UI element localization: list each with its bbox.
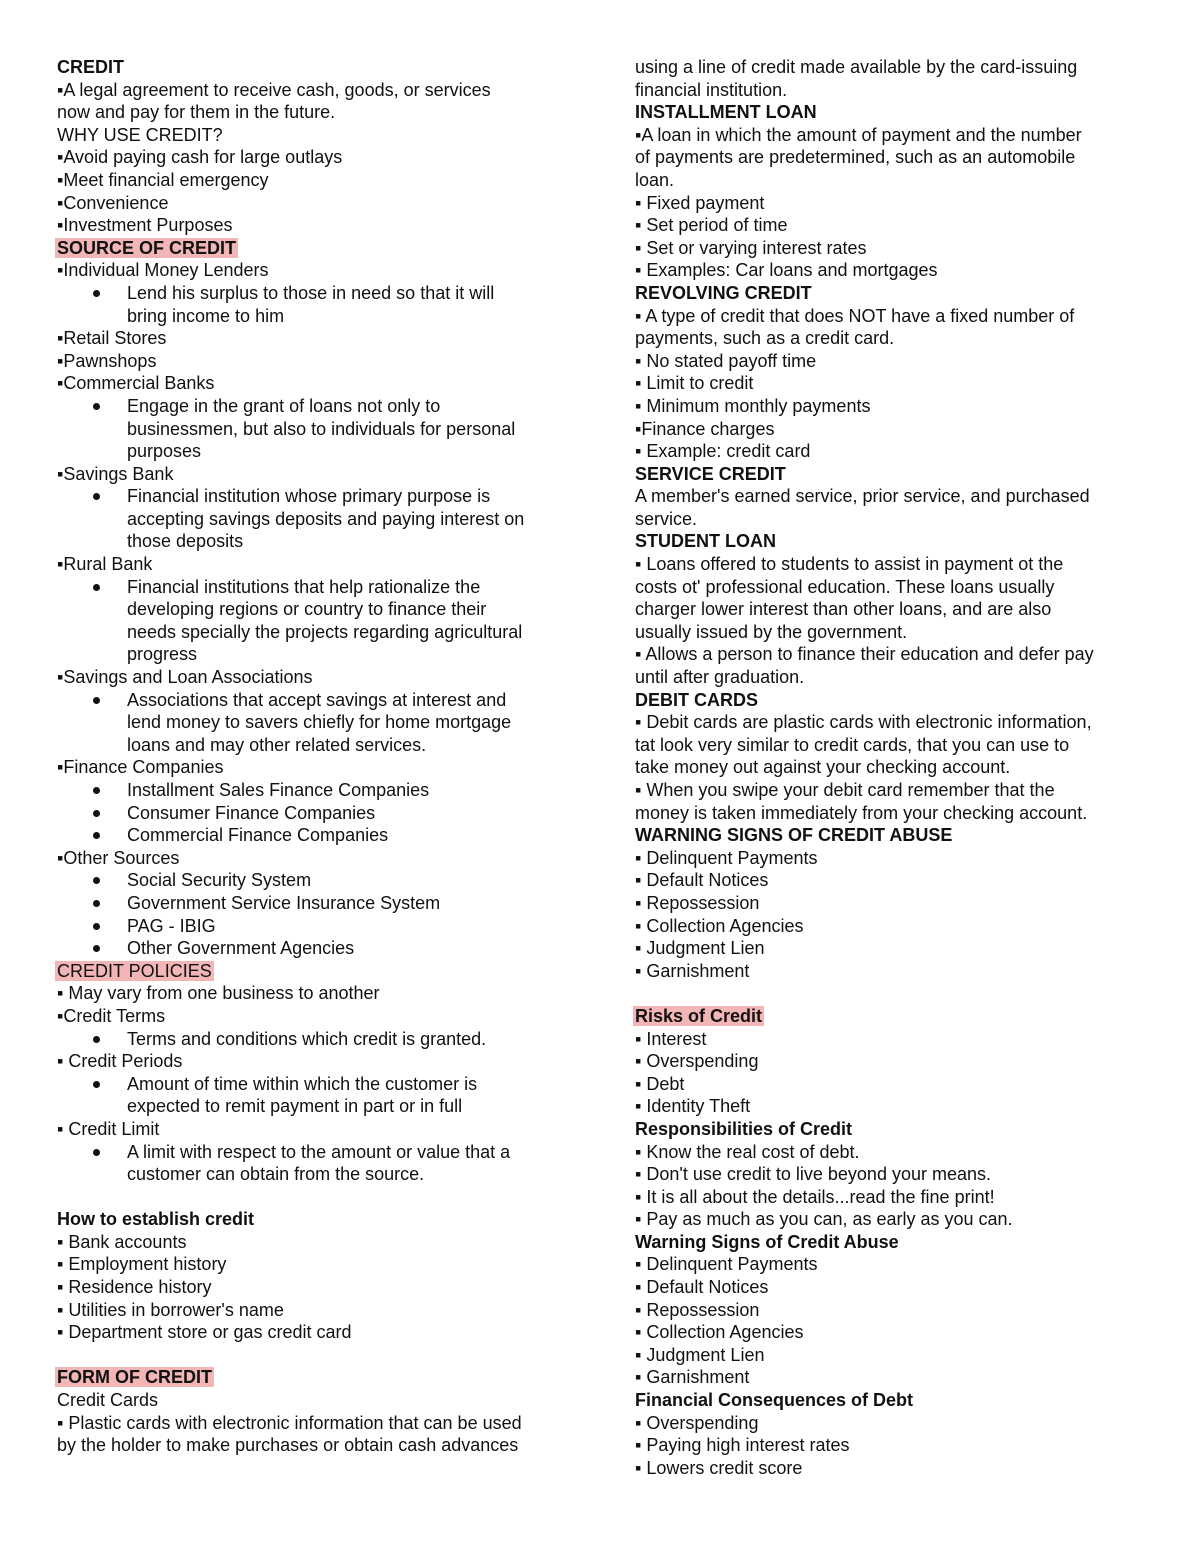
bullet-text: Commercial Finance Companies (127, 825, 389, 846)
section-heading (635, 282, 1155, 305)
text-line: ▪ Collection Agencies (635, 915, 804, 936)
section-heading (635, 1005, 1155, 1028)
bullet-text: Engage in the grant of loans not only to (127, 395, 441, 416)
section-heading (635, 530, 1155, 553)
bullet-text: purposes (127, 441, 202, 462)
section-heading (57, 960, 579, 983)
text-line: financial institution. (635, 79, 788, 100)
text-line: ▪Finance Companies (57, 757, 224, 778)
section-heading (635, 1389, 1155, 1412)
text-line: ▪ Overspending (635, 1051, 759, 1072)
bullet-icon (93, 584, 100, 591)
bullet-icon (93, 493, 100, 500)
text-line: ▪Other Sources (57, 847, 180, 868)
text-line: money is taken immediately from your checking account. (635, 802, 1088, 823)
blank-line (57, 1344, 579, 1367)
heading-credit: CREDIT (57, 57, 124, 77)
text-line: ▪ Residence history (57, 1277, 212, 1298)
bullet-icon (93, 697, 100, 704)
bullet-text: Terms and conditions which credit is granted. (127, 1028, 487, 1049)
heading-revolving-credit: REVOLVING CREDIT (635, 282, 812, 303)
bullet-icon (93, 403, 100, 410)
text-line: ▪ It is all about the details...read the fine print! (635, 1186, 995, 1207)
text-line: by the holder to make purchases or obtain cash advances (57, 1435, 519, 1456)
text-line: ▪ When you swipe your debit card remember that the (635, 780, 1055, 800)
text-line: ▪Savings and Loan Associations (57, 667, 313, 688)
bullet-item (57, 485, 579, 508)
bullet-text: Government Service Insurance System (127, 892, 441, 913)
bullet-continuation (57, 643, 579, 666)
text-line: ▪Rural Bank (57, 554, 153, 575)
text-line: ▪ Identity Theft (635, 1096, 751, 1117)
bullet-continuation (57, 418, 579, 441)
bullet-text: Financial institution whose primary purpose is (127, 486, 491, 507)
heading-warning-signs-of-credit-abuse: Warning Signs of Credit Abuse (635, 1231, 899, 1252)
text-line: ▪ Credit Periods (57, 1051, 183, 1072)
heading-form-of-credit: FORM OF CREDIT (57, 1367, 212, 1388)
section-heading (57, 1366, 579, 1389)
bullet-text: Other Government Agencies (127, 938, 355, 959)
heading-financial-consequences-of-debt: Financial Consequences of Debt (635, 1390, 914, 1411)
bullet-icon (93, 945, 100, 952)
bullet-icon (93, 923, 100, 930)
text-line: ▪ Fixed payment (635, 192, 765, 213)
right-column (635, 56, 1155, 1479)
bullet-text: Installment Sales Finance Companies (127, 780, 430, 800)
bullet-text: bring income to him (127, 305, 285, 326)
bullet-icon (93, 787, 100, 794)
bullet-item (57, 915, 579, 938)
section-heading (635, 824, 1155, 847)
text-line: ▪ Repossession (635, 892, 760, 913)
text-line: ▪Commercial Banks (57, 373, 215, 394)
text-line: ▪ Examples: Car loans and mortgages (635, 260, 938, 281)
bullet-icon (93, 810, 100, 817)
bullet-text: developing regions or country to finance their (127, 599, 487, 620)
bullet-icon (93, 877, 100, 884)
bullet-text: Financial institutions that help rationalize the (127, 576, 481, 597)
heading-debit-cards: DEBIT CARDS (635, 689, 759, 710)
heading-source-of-credit: SOURCE OF CREDIT (57, 237, 237, 258)
bullet-continuation (57, 621, 579, 644)
bullet-text: accepting savings deposits and paying interest on (127, 508, 525, 529)
text-line: ▪ Delinquent Payments (635, 847, 818, 868)
text-line: of payments are predetermined, such as an automobile (635, 147, 1076, 168)
section-heading (635, 463, 1155, 486)
section-heading (57, 237, 579, 260)
text-line: ▪ Judgment Lien (635, 938, 765, 959)
text-line: ▪ Garnishment (635, 1367, 750, 1388)
text-line: ▪ Set or varying interest rates (635, 237, 867, 258)
bullet-item (57, 1141, 579, 1164)
text-line: ▪ Bank accounts (57, 1231, 187, 1252)
bullet-text: customer can obtain from the source. (127, 1164, 425, 1185)
text-line: ▪ Credit Limit (57, 1118, 160, 1139)
text-line: ▪ Pay as much as you can, as early as you can. (635, 1209, 1013, 1230)
text-line: ▪ Limit to credit (635, 373, 754, 394)
text-line: ▪ Delinquent Payments (635, 1254, 818, 1275)
bullet-text: businessmen, but also to individuals for personal (127, 418, 516, 439)
text-line: ▪ Debit cards are plastic cards with electronic information, (635, 712, 1092, 733)
text-line: ▪ Collection Agencies (635, 1322, 804, 1343)
text-line: ▪ Loans offered to students to assist in payment ot the (635, 554, 1064, 575)
text-line: ▪ Overspending (635, 1412, 759, 1433)
text-line: ▪Avoid paying cash for large outlays (57, 147, 343, 168)
bullet-continuation (57, 305, 579, 328)
bullet-text: loans and may other related services. (127, 734, 427, 755)
bullet-item (57, 779, 579, 802)
bullet-text: A limit with respect to the amount or value that a (127, 1141, 511, 1162)
left-column (57, 56, 579, 1457)
heading-warning-signs-of-credit-abuse: WARNING SIGNS OF CREDIT ABUSE (635, 825, 953, 846)
text-line: WHY USE CREDIT? (57, 124, 223, 145)
bullet-item (57, 892, 579, 915)
heading-service-credit: SERVICE CREDIT (635, 463, 786, 484)
bullet-text: Social Security System (127, 870, 312, 891)
bullet-text: lend money to savers chiefly for home mortgage (127, 712, 512, 733)
bullet-continuation (57, 508, 579, 531)
text-line: ▪Savings Bank (57, 463, 174, 484)
text-line: costs ot' professional education. These loans usually (635, 576, 1055, 597)
text-line: ▪ Know the real cost of debt. (635, 1141, 860, 1162)
bullet-continuation (57, 440, 579, 463)
bullet-continuation (57, 734, 579, 757)
bullet-item (57, 576, 579, 599)
text-line: ▪A loan in which the amount of payment and the number (635, 124, 1082, 145)
bullet-text: those deposits (127, 531, 244, 552)
text-line: ▪ Example: credit card (635, 441, 811, 462)
bullet-item (57, 802, 579, 825)
text-line: ▪ Lowers credit score (635, 1457, 803, 1478)
text-line: ▪ Garnishment (635, 960, 750, 981)
bullet-text: Lend his surplus to those in need so that it will (127, 282, 495, 303)
bullet-item (57, 1073, 579, 1096)
text-line: ▪Investment Purposes (57, 215, 233, 236)
text-line: ▪ A type of credit that does NOT have a fixed number of (635, 305, 1075, 326)
text-line: using a line of credit made available by the card-issuing (635, 57, 1078, 77)
bullet-text: Amount of time within which the customer is (127, 1073, 478, 1094)
bullet-text: needs specially the projects regarding agricultural (127, 621, 523, 642)
text-line: ▪Individual Money Lenders (57, 260, 269, 281)
text-line: ▪ May vary from one business to another (57, 983, 380, 1004)
text-line: ▪ No stated payoff time (635, 350, 817, 371)
bullet-icon (93, 1149, 100, 1156)
text-line: tat look very similar to credit cards, that you can use to (635, 734, 1070, 755)
text-line: until after graduation. (635, 667, 805, 688)
heading-student-loan: STUDENT LOAN (635, 531, 776, 552)
bullet-icon (93, 290, 100, 297)
text-line: ▪Convenience (57, 192, 169, 213)
section-heading (635, 1118, 1155, 1141)
heading-installment-loan: INSTALLMENT LOAN (635, 102, 817, 123)
text-line: ▪ Utilities in borrower's name (57, 1299, 284, 1320)
text-line: A member's earned service, prior service, and purchased (635, 486, 1090, 507)
text-line: payments, such as a credit card. (635, 328, 895, 349)
text-line: ▪ Don't use credit to live beyond your means. (635, 1164, 992, 1185)
section-heading (57, 1208, 579, 1231)
text-line: ▪ Employment history (57, 1254, 227, 1275)
bullet-text: PAG - IBIG (127, 915, 216, 936)
bullet-continuation (57, 1095, 579, 1118)
text-line: ▪ Plastic cards with electronic information that can be used (57, 1412, 522, 1433)
bullet-item (57, 824, 579, 847)
blank-line (635, 982, 1155, 1005)
section-heading (635, 1231, 1155, 1254)
text-line: ▪Meet financial emergency (57, 169, 269, 190)
text-line: ▪Finance charges (635, 418, 775, 439)
bullet-item (57, 937, 579, 960)
bullet-icon (93, 1036, 100, 1043)
text-line: Credit Cards (57, 1390, 159, 1411)
bullet-text: Consumer Finance Companies (127, 802, 376, 823)
bullet-icon (93, 1081, 100, 1088)
text-line: ▪ Judgment Lien (635, 1344, 765, 1365)
text-line: ▪ Repossession (635, 1299, 760, 1320)
text-line: ▪A legal agreement to receive cash, goods, or services (57, 79, 491, 100)
section-heading (57, 56, 579, 79)
bullet-item (57, 395, 579, 418)
section-heading (635, 689, 1155, 712)
bullet-icon (93, 832, 100, 839)
text-line: ▪Pawnshops (57, 350, 157, 371)
bullet-continuation (57, 1163, 579, 1186)
bullet-item (57, 869, 579, 892)
text-line: ▪ Minimum monthly payments (635, 395, 871, 416)
bullet-continuation (57, 711, 579, 734)
section-heading (635, 101, 1155, 124)
text-line: charger lower interest than other loans, and are also (635, 599, 1052, 620)
text-line: usually issued by the government. (635, 621, 908, 642)
text-line: now and pay for them in the future. (57, 102, 336, 123)
bullet-item (57, 1028, 579, 1051)
blank-line (57, 1186, 579, 1209)
text-line: ▪ Interest (635, 1028, 707, 1049)
text-line: service. (635, 508, 698, 529)
bullet-item (57, 282, 579, 305)
bullet-item (57, 689, 579, 712)
bullet-continuation (57, 530, 579, 553)
text-line: ▪ Default Notices (635, 870, 769, 891)
heading-responsibilities-of-credit: Responsibilities of Credit (635, 1118, 853, 1139)
bullet-text: progress (127, 644, 198, 665)
bullet-text: expected to remit payment in part or in full (127, 1096, 463, 1117)
bullet-text: Associations that accept savings at interest and (127, 689, 507, 710)
text-line: ▪Retail Stores (57, 328, 167, 349)
text-line: take money out against your checking account. (635, 757, 1011, 778)
text-line: ▪ Department store or gas credit card (57, 1322, 352, 1343)
text-line: loan. (635, 169, 675, 190)
text-line: ▪ Set period of time (635, 215, 788, 236)
text-line: ▪ Allows a person to finance their education and defer pay (635, 644, 1094, 665)
text-line: ▪ Debt (635, 1073, 685, 1094)
text-line: ▪ Paying high interest rates (635, 1435, 850, 1456)
text-line: ▪ Default Notices (635, 1277, 769, 1298)
bullet-icon (93, 900, 100, 907)
text-line: ▪Credit Terms (57, 1005, 166, 1026)
heading-credit-policies: CREDIT POLICIES (57, 960, 212, 981)
heading-how-to-establish-credit: How to establish credit (57, 1209, 255, 1230)
heading-risks-of-credit: Risks of Credit (635, 1005, 763, 1026)
bullet-continuation (57, 598, 579, 621)
